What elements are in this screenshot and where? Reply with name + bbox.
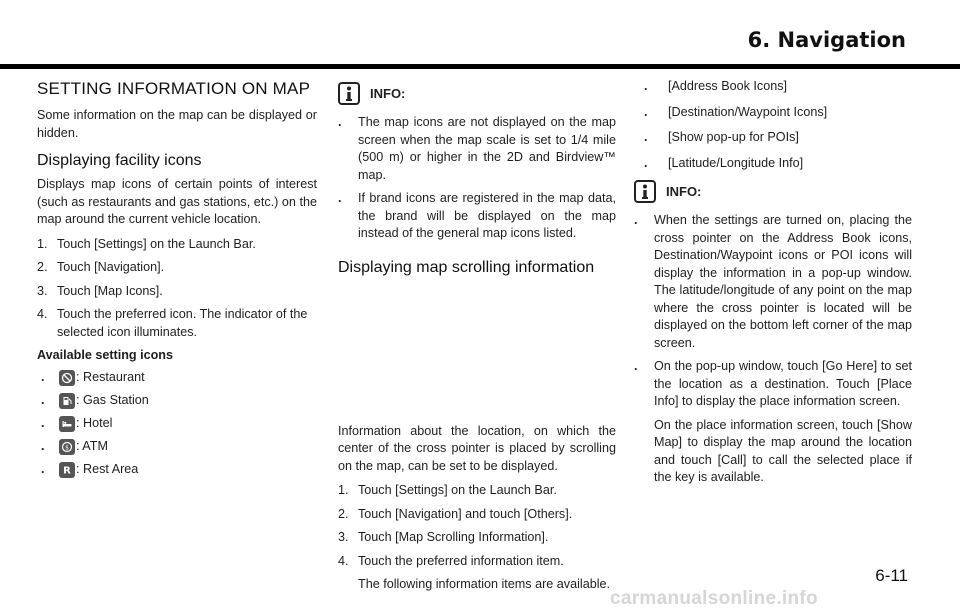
- extra-text: On the place information screen, touch [Show Map] to display the map around the location and touch [Call] to call the selected place if the key is available.: [654, 417, 912, 484]
- info-item: . [Destination/Waypoint Icons]: [644, 104, 828, 119]
- info-item: . [Show pop-up for POIs]: [644, 130, 799, 144]
- blank-space: [338, 283, 616, 423]
- info-title: INFO:: [370, 85, 406, 101]
- following-text: The following information items are available.: [358, 577, 610, 591]
- info-bullet: . The map icons are not displayed on the map screen when the map scale is set to 1/4 mile (500 m) or higher in the 2D and Birdview™ map.: [338, 115, 616, 182]
- info-icon: [338, 82, 360, 105]
- watermark: carmanualsonline.info: [610, 588, 818, 609]
- step-item: 4. Touch the preferred icon. The indicator of the selected icon illuminates.: [37, 307, 308, 339]
- gas-station-icon: [59, 393, 75, 409]
- svg-text:$: $: [65, 444, 69, 452]
- column-left: [37, 78, 317, 484]
- info-header: [634, 180, 912, 203]
- column-middle: [338, 78, 616, 600]
- svg-text:R: R: [63, 465, 71, 476]
- step-item: 4. Touch the preferred information item.: [338, 553, 564, 568]
- icon-list-item: . $ : ATM: [41, 439, 108, 454]
- facility-desc: Displays map icons of certain points of interest (such as restaurants and gas stations, etc.) on the map around the current vehicle location.: [37, 177, 317, 226]
- subheading-map-scrolling: Displaying map scrolling information: [338, 258, 595, 276]
- icon-list-item: . : Hotel: [41, 416, 113, 431]
- icon-list-item: . R : Rest Area: [41, 462, 139, 477]
- restaurant-icon: [59, 370, 75, 386]
- step-item: 2. Touch [Navigation] and touch [Others].: [338, 506, 573, 521]
- info-icon: [634, 180, 656, 203]
- available-icons-label: Available setting icons: [37, 348, 174, 362]
- column-right: [634, 78, 912, 493]
- subheading-facility-icons: Displaying facility icons: [37, 152, 202, 169]
- step-item: 2. Touch [Navigation].: [37, 260, 165, 274]
- icon-list-item: . : Restaurant: [41, 370, 145, 385]
- step-item: 1. Touch [Settings] on the Launch Bar.: [338, 483, 557, 497]
- hotel-icon: [59, 416, 75, 432]
- info-bullet: . If brand icons are registered in the map data, the brand will be displayed on the map instead of the general map icons listed.: [338, 191, 616, 240]
- page-number: 6-11: [875, 566, 908, 585]
- info-item: . [Latitude/Longitude Info]: [644, 155, 804, 170]
- step-item: 1. Touch [Settings] on the Launch Bar.: [37, 236, 256, 251]
- step-item: 3. Touch [Map Scrolling Information].: [338, 530, 549, 544]
- info-title: INFO:: [666, 183, 702, 199]
- info-item: . [Address Book Icons]: [644, 79, 788, 93]
- header-rule: [0, 64, 960, 69]
- info-bullet: . On the pop-up window, touch [Go Here] to set the location as a destination. Touch [Place Info] to display the place information screen.: [634, 359, 912, 408]
- info-header: [338, 82, 616, 105]
- rest-area-icon: [59, 462, 75, 478]
- section-heading: SETTING INFORMATION ON MAP: [37, 79, 311, 98]
- info-bullet: . When the settings are turned on, placing the cross pointer on the Address Book icons, Destination/Waypoint icons or POI icons will display the information in a pop-up window. The latitude/longitude of any point on the map where the cross pointer is located will be displayed on the bottom left corner of the map screen.: [634, 213, 912, 350]
- chapter-title: 6. Navigation: [747, 28, 906, 52]
- icon-list-item: . : Gas Station: [41, 393, 149, 408]
- step-item: 3. Touch [Map Icons].: [37, 283, 163, 298]
- scrolling-desc: Information about the location, on which the center of the cross pointer is placed by scrolling on the map, can be set to be displayed.: [338, 423, 616, 473]
- intro-text: Some information on the map can be displayed or hidden.: [37, 108, 317, 140]
- atm-icon: [59, 439, 75, 455]
